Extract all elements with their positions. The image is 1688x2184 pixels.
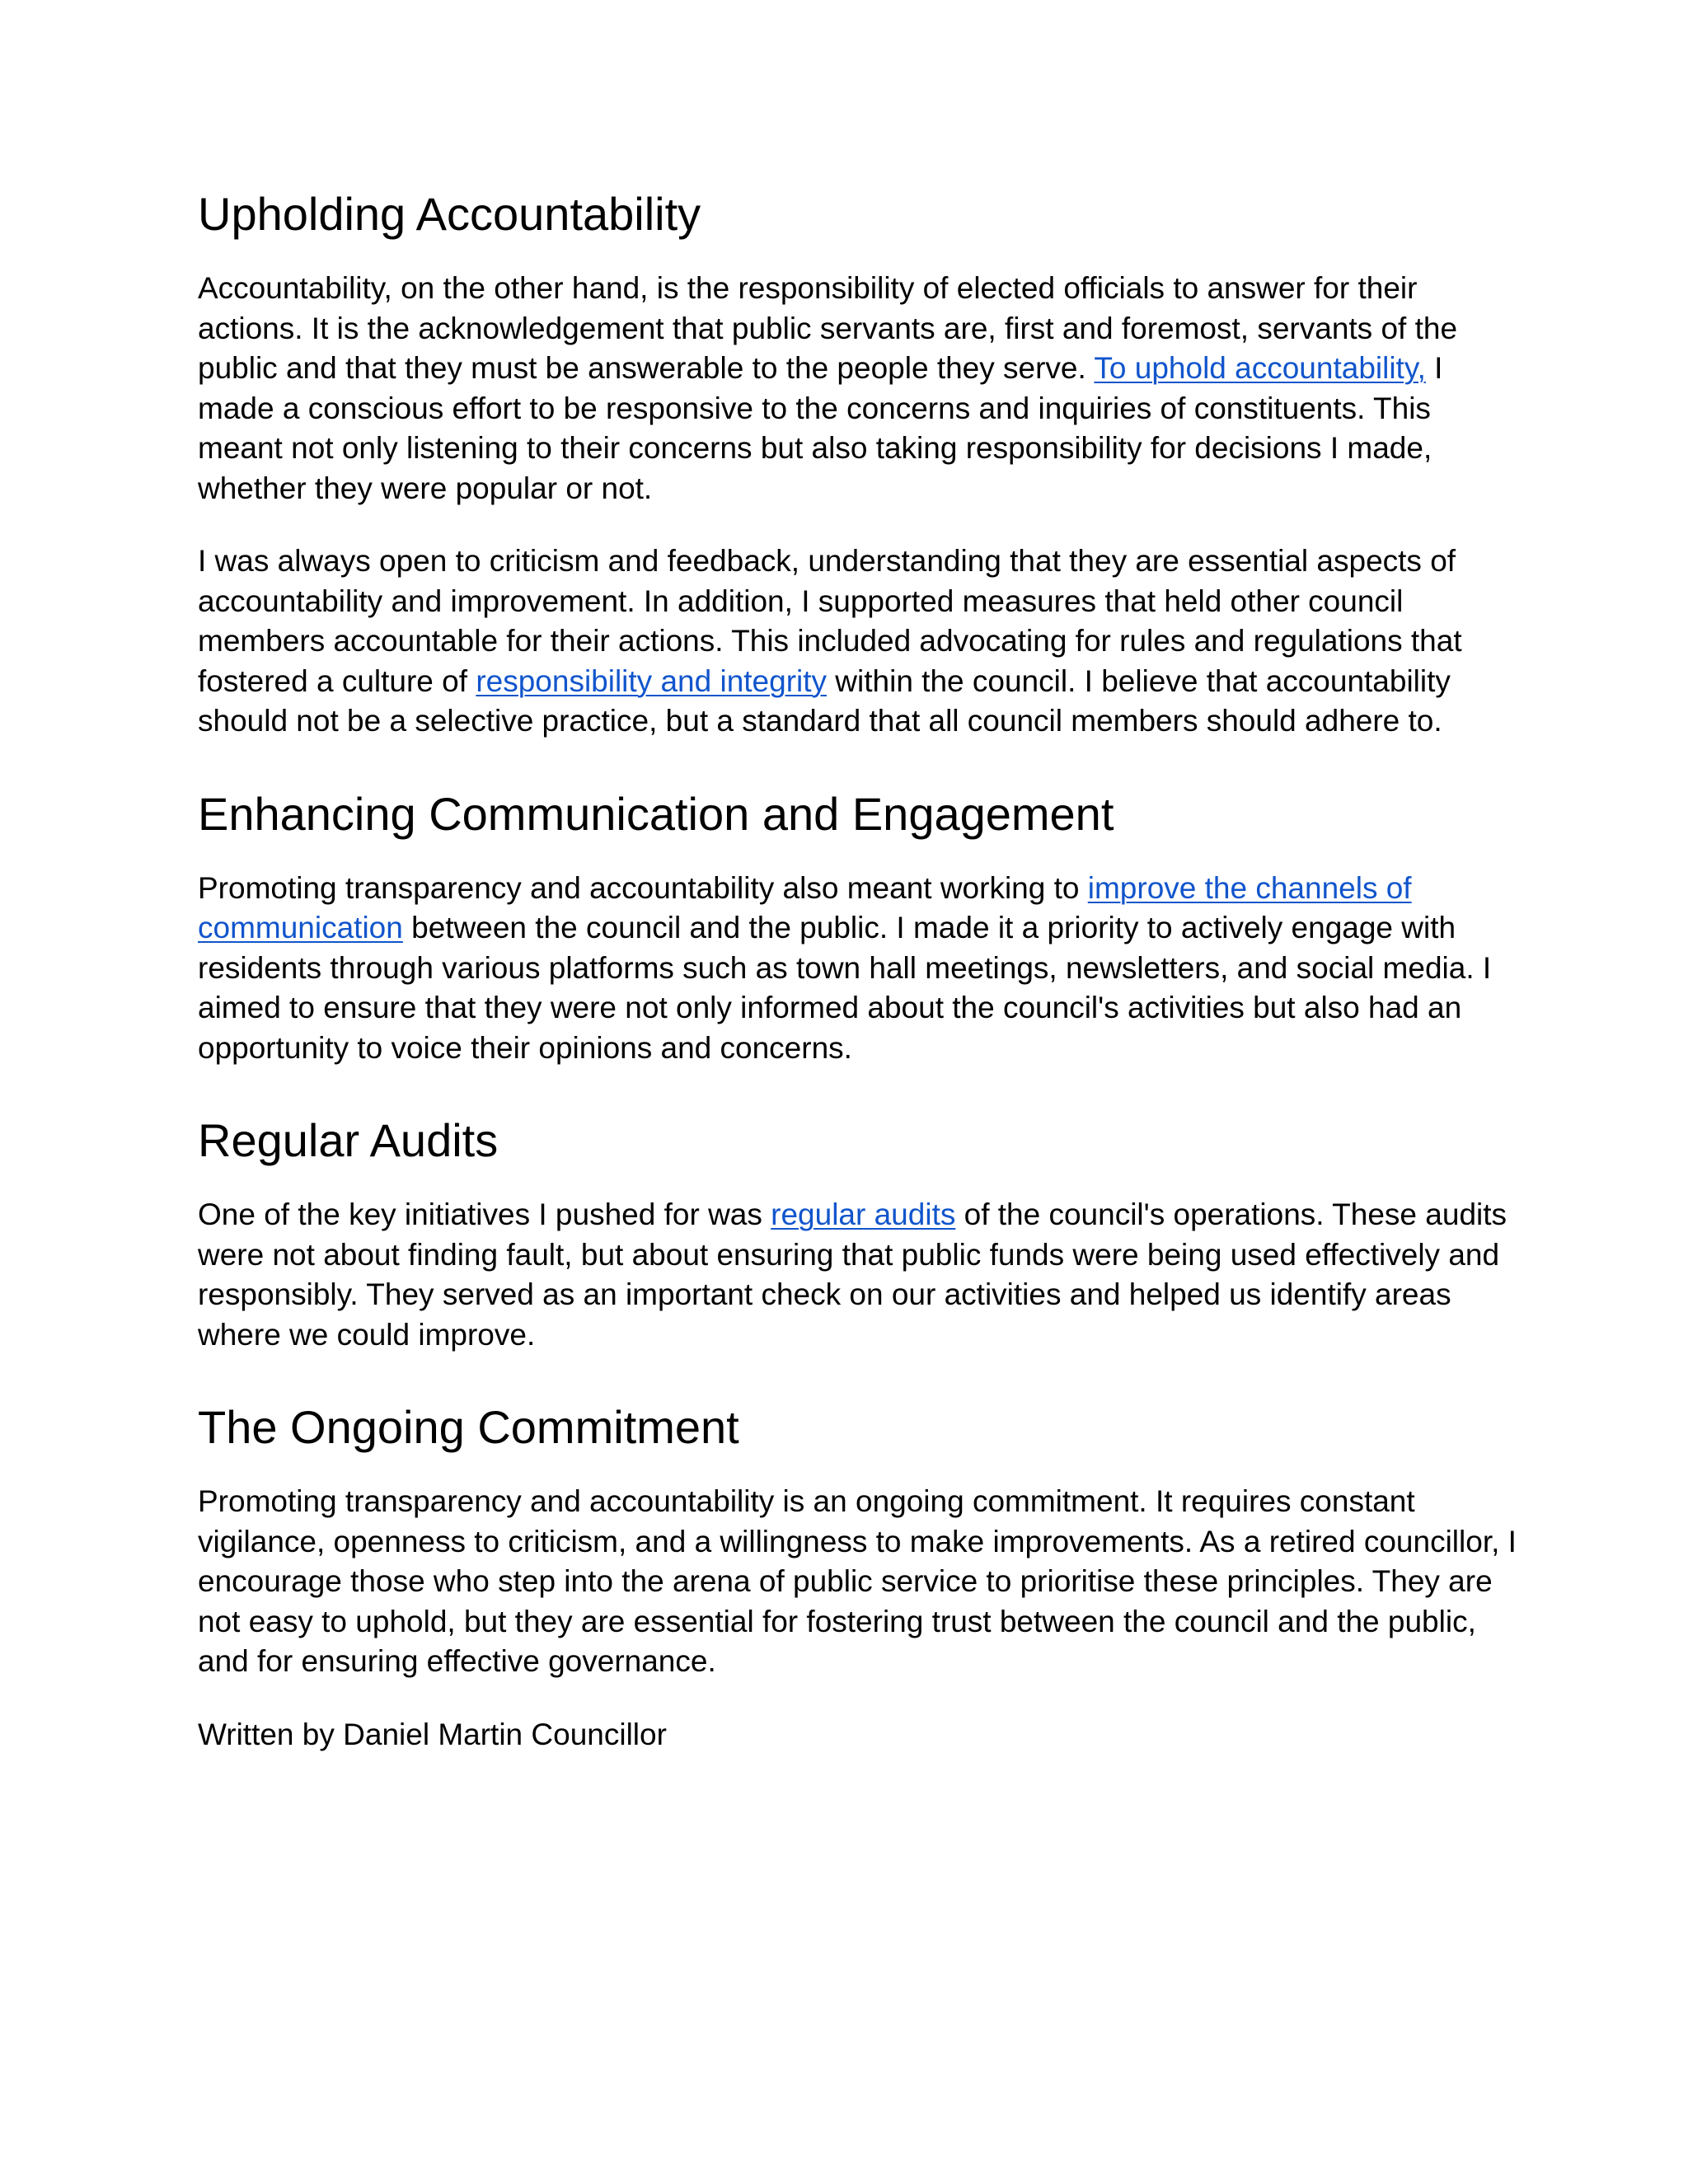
paragraph-text: One of the key initiatives I pushed for was — [198, 1197, 771, 1231]
link-regular-audits[interactable]: regular audits — [771, 1197, 956, 1231]
document-page — [198, 186, 1517, 1755]
paragraph-ongoing-commitment — [198, 1482, 1517, 1682]
byline-text: Written by Daniel Martin Councillor — [198, 1717, 667, 1751]
paragraph-audits — [198, 1195, 1517, 1355]
section-heading-communication-engagement: Enhancing Communication and Engagement — [198, 787, 1114, 840]
paragraph-text: Promoting transparency and accountability is an ongoing commitment. It requires constant vigilance, openness to criticism, and a willingness to make improvements. As a retired councillor, I encourage those who step into the arena of public service to prioritise these principles. They are not easy to uphold, but they are essential for fostering trust between the council and the public, and for ensuring effective governance. — [198, 1484, 1517, 1678]
paragraph-text: Accountability, on the other hand, is the responsibility of elected officials to answer for their actions. It is the acknowledgement that public servants are, first and foremost, servants of the public and that they must be answerable to the people they serve. — [198, 271, 1458, 385]
paragraph-text: of the council's operations. These audits were not about finding fault, but about ensuring that public funds were being used effectively and responsibly. They served as an important check on our activities and helped us identify areas where we could improve. — [198, 1197, 1507, 1352]
paragraph-text: I made a conscious effort to be responsive to the concerns and inquiries of constituents. This meant not only listening to their concerns but also taking responsibility for decisions I made, whether they were popular or not. — [198, 351, 1443, 505]
paragraph-accountability-definition — [198, 269, 1517, 509]
section-heading-upholding-accountability: Upholding Accountability — [198, 188, 701, 240]
author-byline — [198, 1715, 1517, 1755]
link-responsibility-and-integrity[interactable]: responsibility and integrity — [476, 663, 828, 698]
paragraph-text: between the council and the public. I made it a priority to actively engage with residents through various platforms such as town hall meetings, newsletters, and social media. I aimed to ensure that they were not only informed about the council's activities but also had an opportunity to voice their opinions and concerns. — [198, 911, 1492, 1065]
paragraph-criticism-feedback — [198, 541, 1517, 742]
paragraph-text: within the council. I believe that accountability should not be a selective practice, but a standard that all council members should adhere to. — [198, 663, 1451, 738]
link-to-uphold-accountability[interactable]: To uphold accountability, — [1094, 351, 1426, 385]
paragraph-communication — [198, 869, 1517, 1069]
paragraph-text: I was always open to criticism and feedback, understanding that they are essential aspects of accountability and improvement. In addition, I supported measures that held other council members accountable for their actions. This included advocating for rules and regulations that fostered a culture of — [198, 544, 1462, 698]
paragraph-text: Promoting transparency and accountability also meant working to — [198, 870, 1088, 905]
section-heading-ongoing-commitment: The Ongoing Commitment — [198, 1401, 739, 1453]
section-heading-regular-audits: Regular Audits — [198, 1114, 499, 1166]
link-improve-channels-of-communication[interactable]: improve the channels of communication — [198, 870, 1412, 944]
